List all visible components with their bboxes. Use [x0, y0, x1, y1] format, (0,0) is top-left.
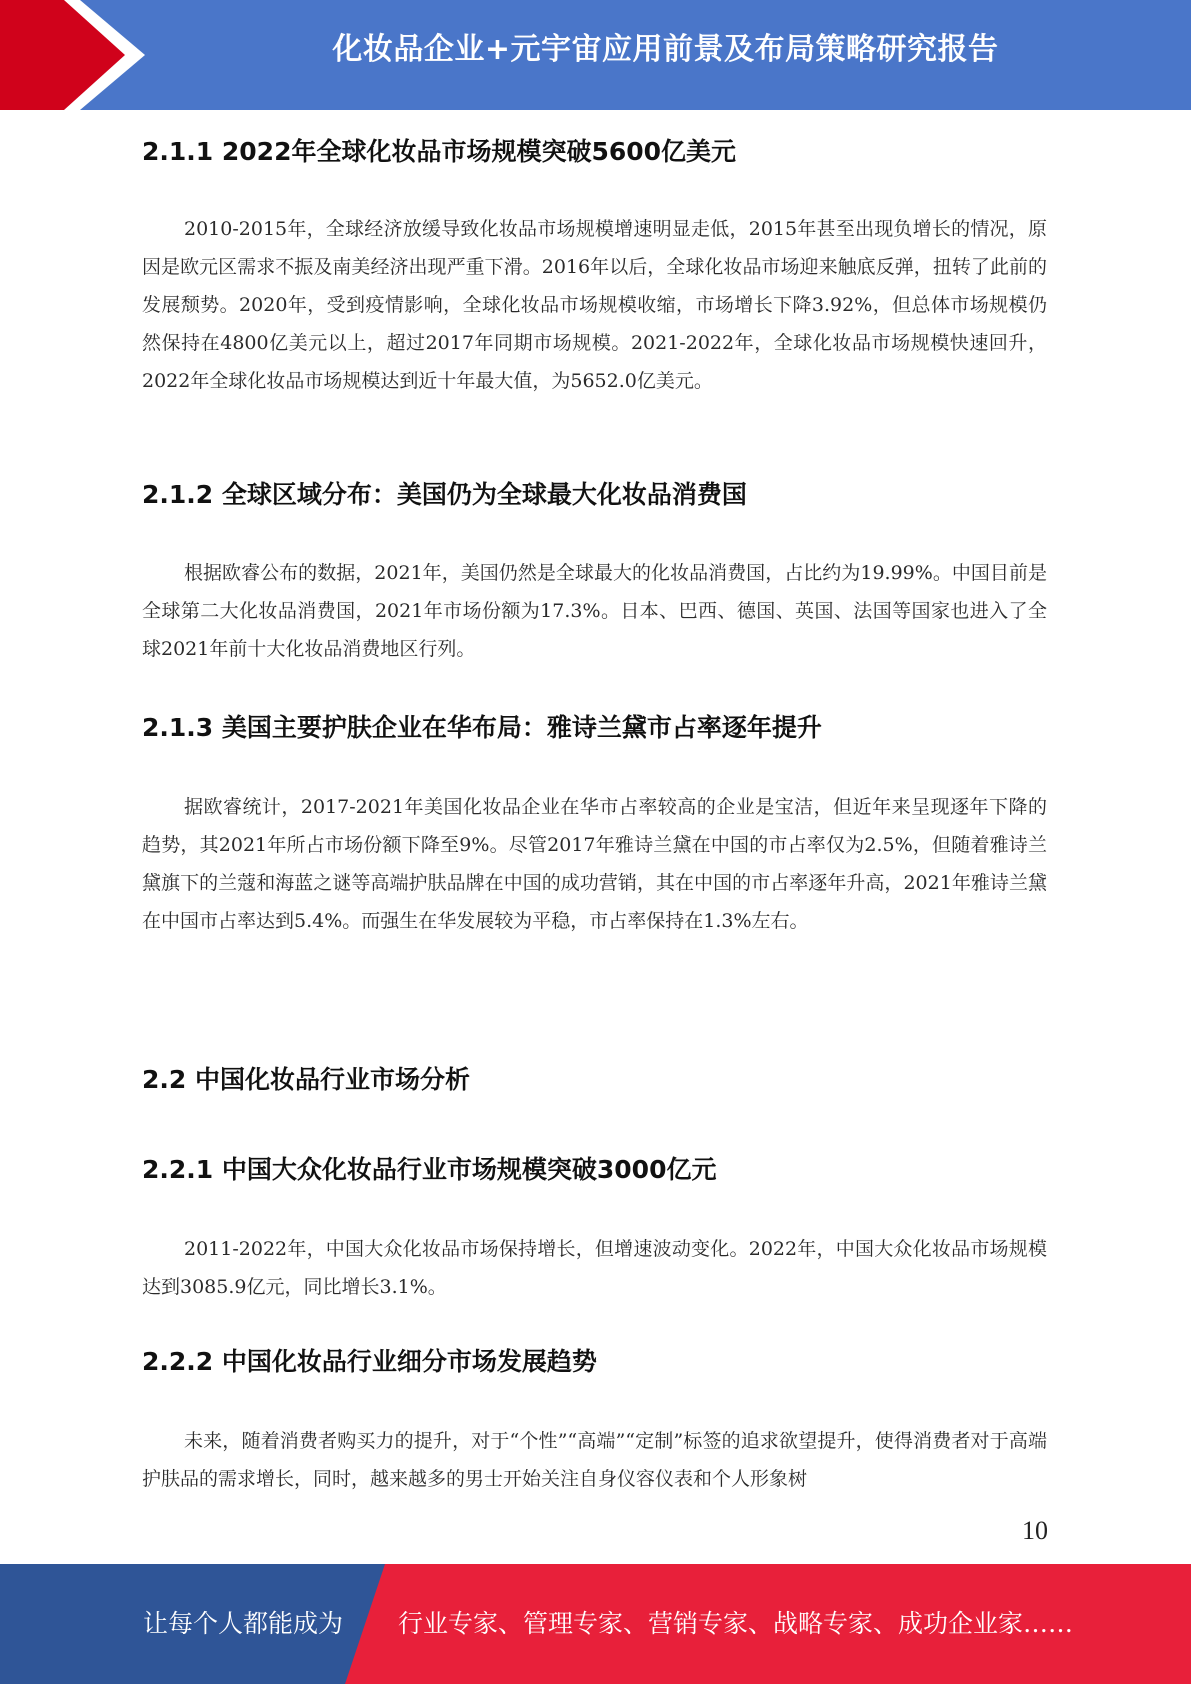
- section-heading-2-1-1: 2.1.1 2022年全球化妆品市场规模突破5600亿美元: [142, 137, 737, 166]
- report-title: 化妆品企业+元宇宙应用前景及布局策略研究报告: [332, 32, 999, 67]
- report-header: [0, 0, 1191, 110]
- footer-slogan-left: 让每个人都能成为: [143, 1609, 344, 1638]
- report-footer: [0, 1564, 1191, 1684]
- section-heading-2-2-2: 2.2.2 中国化妆品行业细分市场发展趋势: [142, 1347, 597, 1376]
- footer-slogan-right: 行业专家、管理专家、营销专家、战略专家、成功企业家……: [398, 1609, 1074, 1638]
- section-heading-2-2: 2.2 中国化妆品行业市场分析: [142, 1065, 470, 1094]
- section-paragraph-2-1-3: 据欧睿统计，2017-2021年美国化妆品企业在华市占率较高的企业是宝洁，但近年来呈现逐年下降的趋势，其2021年所占市场份额下降至9%。尽管2017年雅诗兰黛在中国的市占率仅为2.5%，但随着雅诗兰黛旗下的兰蔻和海蓝之谜等高端护肤品牌在中国的成功营销，其在中国的市占率逐年升高，2021年雅诗兰黛在中国市占率达到5.4%。而强生在华发展较为平稳，市占率保持在1.3%左右。: [142, 796, 1047, 932]
- section-paragraph-2-2-1: 2011-2022年，中国大众化妆品市场保持增长，但增速波动变化。2022年，中国大众化妆品市场规模达到3085.9亿元，同比增长3.1%。: [142, 1238, 1047, 1298]
- section-paragraph-2-1-1: 2010-2015年，全球经济放缓导致化妆品市场规模增速明显走低，2015年甚至出现负增长的情况，原因是欧元区需求不振及南美经济出现严重下滑。2016年以后，全球化妆品市场迎来触底反弹，扭转了此前的发展颓势。2020年，受到疫情影响，全球化妆品市场规模收缩，市场增长下降3.92%，但总体市场规模仍然保持在4800亿美元以上，超过2017年同期市场规模。2021-2022年，全球化妆品市场规模快速回升，2022年全球化妆品市场规模达到近十年最大值，为5652.0亿美元。: [142, 218, 1047, 392]
- section-paragraph-2-2-2: 未来，随着消费者购买力的提升，对于“个性”“高端”“定制”标签的追求欲望提升，使得消费者对于高端护肤品的需求增长，同时，越来越多的男士开始关注自身仪容仪表和个人形象树: [142, 1430, 1047, 1490]
- section-heading-2-1-2: 2.1.2 全球区域分布：美国仍为全球最大化妆品消费国: [142, 480, 747, 509]
- header-chevron-decoration: [0, 0, 160, 110]
- page-number: 10: [1022, 1516, 1048, 1545]
- section-paragraph-2-1-2: 根据欧睿公布的数据，2021年，美国仍然是全球最大的化妆品消费国，占比约为19.99%。中国目前是全球第二大化妆品消费国，2021年市场份额为17.3%。日本、巴西、德国、英国、法国等国家也进入了全球2021年前十大化妆品消费地区行列。: [142, 562, 1047, 660]
- section-heading-2-1-3: 2.1.3 美国主要护肤企业在华布局：雅诗兰黛市占率逐年提升: [142, 713, 822, 742]
- section-heading-2-2-1: 2.2.1 中国大众化妆品行业市场规模突破3000亿元: [142, 1155, 717, 1184]
